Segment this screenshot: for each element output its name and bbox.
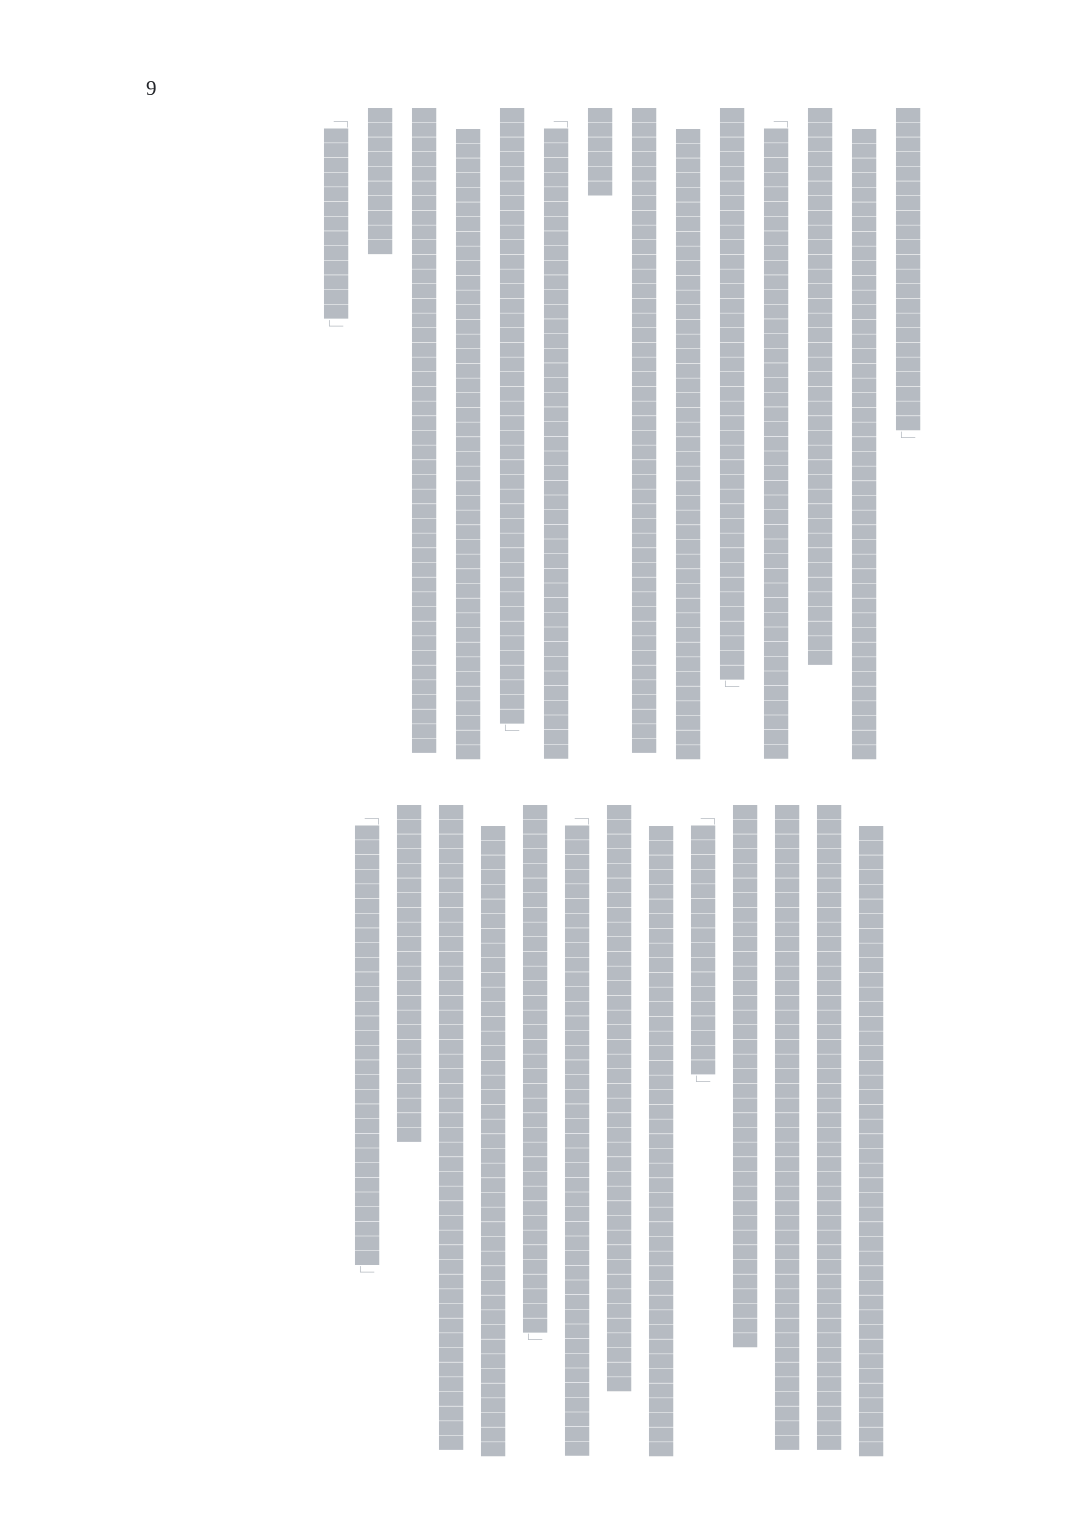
paragraph-redacted: 「██████████████████████████████」 [356,805,378,1287]
paragraph-redacted: 「███████████████████████████████████████████████████████████████████████████████」 [524,805,588,1457]
paragraph-redacted: ██████████████████████」 [897,108,919,452]
paragraph-redacted: █████████████████████████████████████████████████████████████████████████████████████████████ [589,108,699,760]
page-number: 9 [146,76,158,100]
paragraph-redacted: 「█████████████████」 [692,805,714,1096]
paragraph-redacted: ██████████████████████████████████████████████████████████████████████████████████████████████████████████████ [398,805,504,1457]
paragraph-redacted: █████████████████████████████████████████████████████████████████████████████████ [809,108,875,760]
bottom-text-block [346,805,892,1463]
paragraph-redacted: 「█████████████」 [325,108,347,340]
paragraph-redacted: ████████████████████████████████████████████████████████████████████████████████████████████████████████████████████████████████████████████████████████████████████████ [734,805,882,1457]
paragraph-redacted: █████████████████████████████████████████████████████████████████████████████████████████████████ [369,108,479,760]
top-text-block [314,108,930,766]
paragraph-redacted: ███████████████████████████████████████████████████████████████████████████████████ [608,805,672,1457]
paragraph-redacted: 「█████████████████████████████████████████████████████████████████████████████████████」 [501,108,567,760]
paragraph-redacted: 「██████████████████████████████████████████████████████████████████████████████████」 [721,108,787,760]
